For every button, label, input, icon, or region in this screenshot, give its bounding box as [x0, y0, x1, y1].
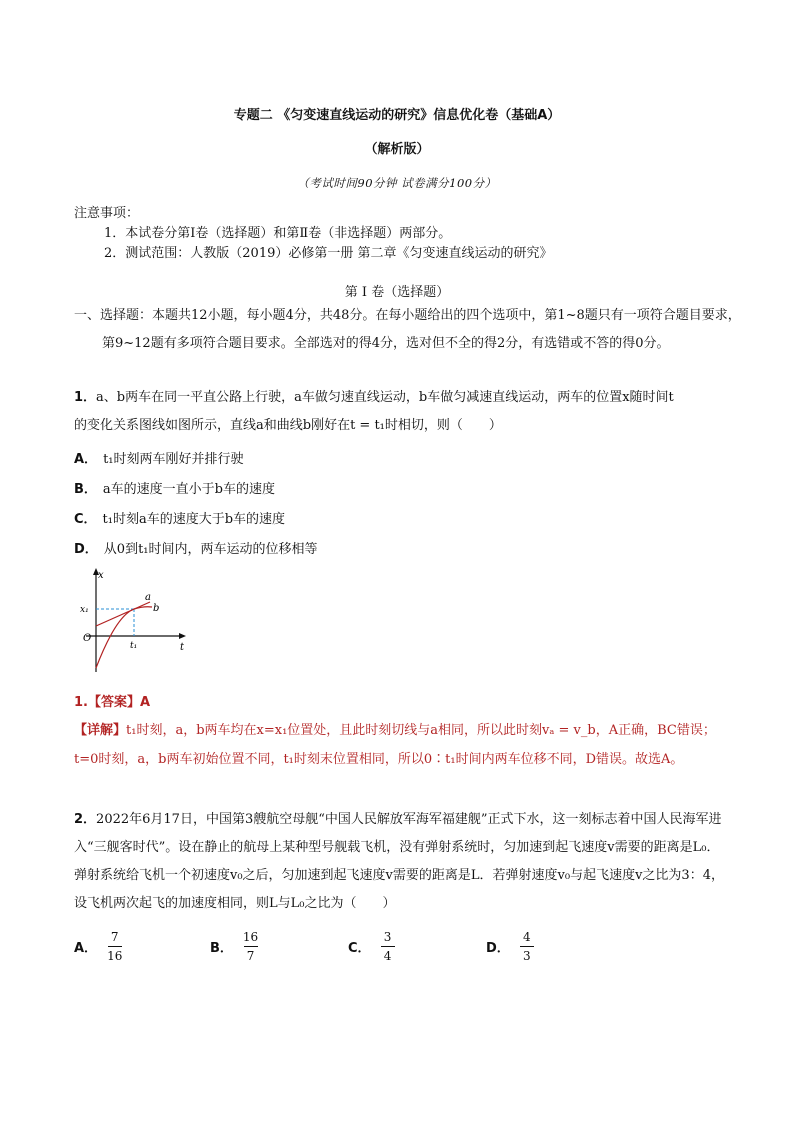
fraction: [243, 930, 258, 963]
option-label: C．: [74, 512, 97, 527]
page-subtitle: （解析版）: [364, 142, 430, 157]
curve-b: [96, 607, 152, 668]
section-title: 第 Ⅰ 卷（选择题）: [344, 285, 450, 300]
question-2-stem: [74, 806, 724, 918]
question-1-stem-b: 的变化关系图线如图所示，直线a和曲线b刚好在t = t₁时相切，则（ ）: [74, 418, 502, 433]
fraction: [107, 930, 122, 963]
option-label: B．: [74, 482, 97, 497]
option-text: 从0到t₁时间内，两车运动的位移相等: [103, 542, 318, 557]
option-text: a车的速度一直小于b车的速度: [102, 482, 275, 497]
question-number: 2．: [74, 812, 97, 827]
option-label: B．: [210, 941, 233, 956]
x-axis-label: t: [180, 642, 185, 653]
denominator: 4: [383, 949, 392, 963]
numerator: 3: [383, 930, 392, 944]
origin-label: O: [83, 633, 92, 644]
line-a: [96, 602, 150, 626]
x-axis-arrow: [179, 633, 186, 639]
curve-b-label: b: [153, 603, 160, 614]
q2-option-d: [486, 930, 534, 963]
q2-options: [74, 930, 634, 970]
q2-option-a: [74, 930, 122, 963]
fraction: [520, 930, 534, 963]
detail-tag: 【详解】: [74, 723, 127, 738]
option-text: t₁时刻两车刚好并排行驶: [103, 452, 244, 467]
numerator: 4: [522, 930, 531, 944]
q1-option-b: [74, 478, 275, 497]
option-text: t₁时刻a车的速度大于b车的速度: [102, 512, 286, 527]
option-label: D．: [486, 941, 510, 956]
q2-option-b: [210, 930, 258, 963]
x1-label: x₁: [80, 605, 89, 615]
question-1-stem-a: a、b两车在同一平直公路上行驶，a车做匀速直线运动，b车做匀减速直线运动，两车的位置x随时间t: [96, 390, 674, 405]
question-1-stem: [74, 384, 724, 440]
option-label: A．: [74, 452, 98, 467]
denominator: 3: [522, 949, 531, 963]
line-a-label: a: [145, 592, 151, 603]
q1-detail: [74, 716, 724, 774]
t1-label: t₁: [130, 641, 138, 651]
fraction: [381, 930, 395, 963]
note-item: 1．本试卷分第Ⅰ卷（选择题）和第Ⅱ卷（非选择题）两部分。: [104, 226, 452, 241]
note-item: 2．测试范围：人教版（2019）必修第一册 第二章《匀变速直线运动的研究》: [104, 246, 553, 261]
q1-option-d: [74, 538, 318, 557]
xt-graph: [78, 566, 198, 678]
y-axis-label: x: [98, 570, 104, 581]
q1-option-a: [74, 448, 244, 467]
section-intro: 一、选择题：本题共12小题，每小题4分，共48分。在每小题给出的四个选项中，第1~8题只有一项符合题目要求，第9~12题有多项符合题目要求。全部选对的得4分，选对但不全的得2分，有选错或不答的得0分。: [74, 308, 741, 351]
option-label: D．: [74, 542, 98, 557]
exam-meta: （考试时间90分钟 试卷满分100分）: [297, 176, 497, 190]
question-number: 1．: [74, 390, 97, 405]
page-title: 专题二 《匀变速直线运动的研究》信息优化卷（基础A）: [233, 108, 561, 123]
q1-option-c: [74, 508, 285, 527]
detail-text: t₁时刻，a，b两车均在x=x₁位置处，且此时刻切线与a相同，所以此时刻vₐ = v_b，A正确，BC错误；t=0时刻，a，b两车初始位置不同，t₁时刻末位置相同，所以0∶t₁时间内两车位移不同，D错误。故选A。: [74, 723, 716, 767]
option-label: A．: [74, 941, 98, 956]
numerator: 7: [110, 930, 119, 944]
numerator: 16: [242, 930, 259, 944]
question-2-text: 2022年6月17日，中国第3艘航空母舰“中国人民解放军海军福建舰”正式下水，这一刻标志着中国人民海军进入“三舰客时代”。设在静止的航母上某种型号舰载飞机，没有弹射系统时，匀加速到起飞速度v需要的距离是L₀．弹射系统给飞机一个初速度v₀之后，匀加速到起飞速度v需要的距离是L．若弹射速度v₀与起飞速度v之比为3：4，设飞机两次起飞的加速度相同，则L与L₀之比为（ ）: [74, 812, 724, 911]
notes-heading: 注意事项：: [74, 206, 140, 221]
q1-answer: 1.【答案】A: [74, 695, 151, 710]
option-label: C．: [348, 941, 371, 956]
denominator: 7: [246, 949, 255, 963]
denominator: 16: [107, 949, 123, 963]
q2-option-c: [348, 930, 395, 963]
